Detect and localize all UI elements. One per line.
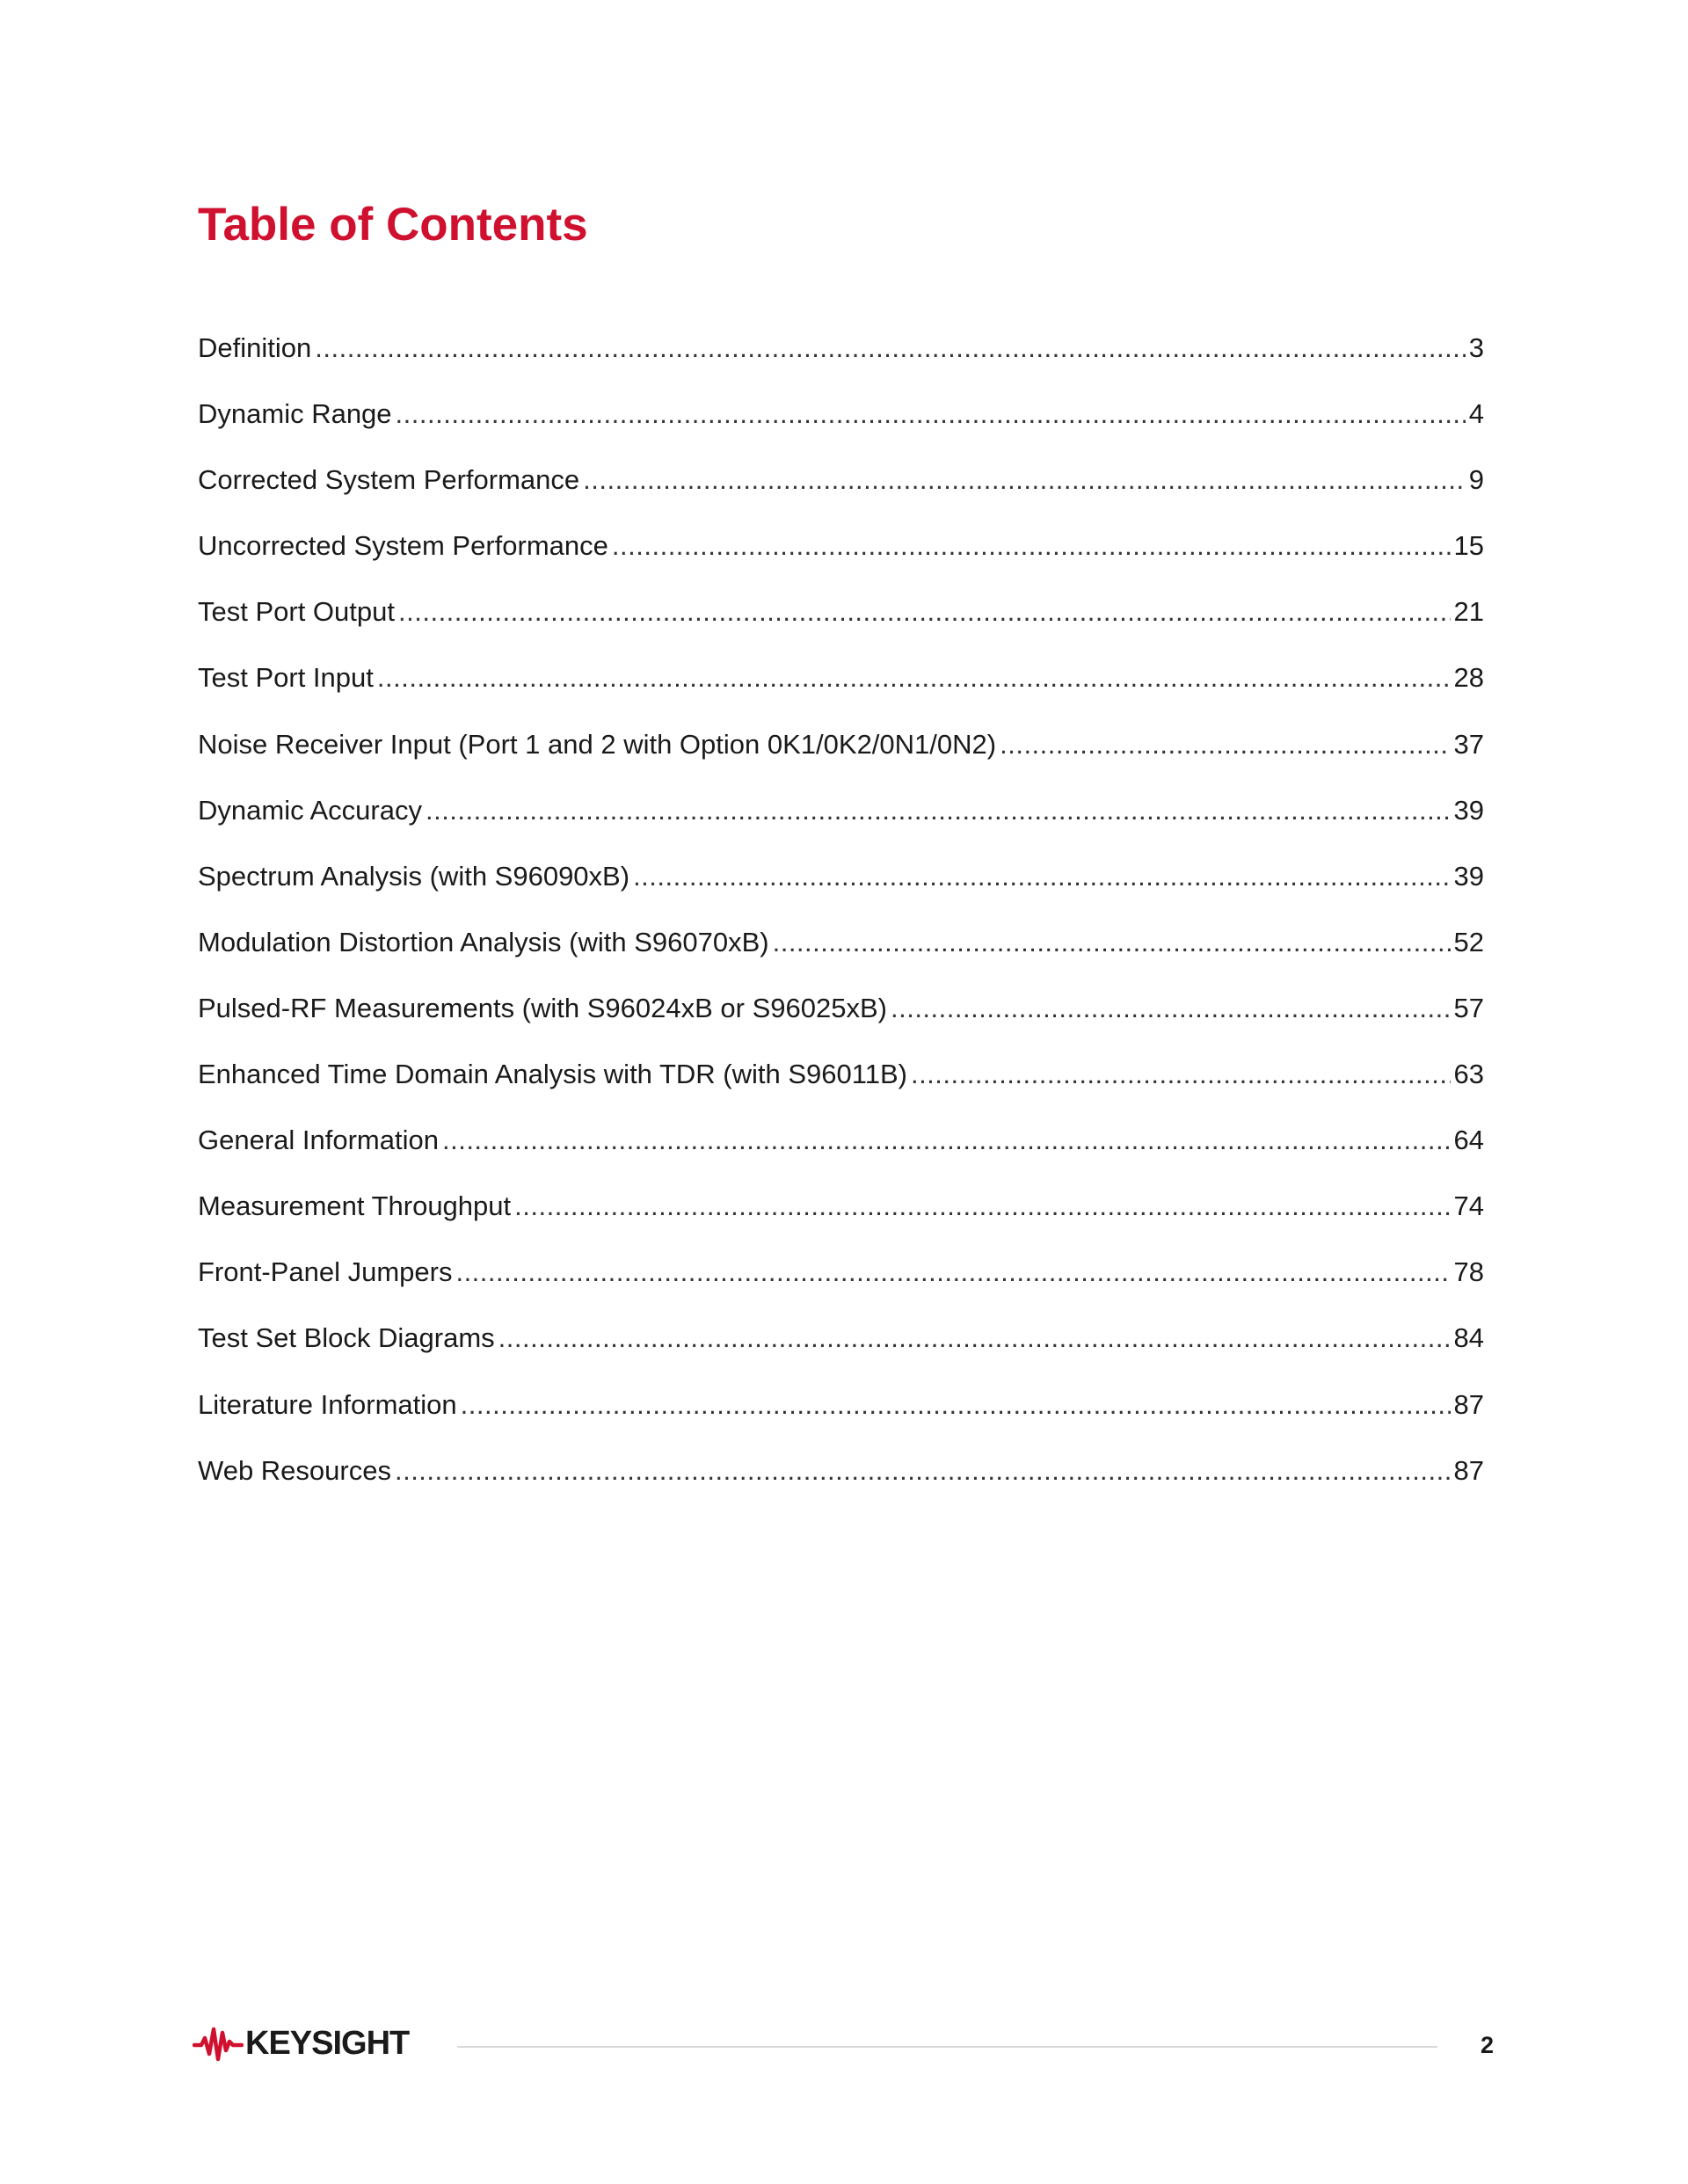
table-of-contents <box>198 331 1484 1519</box>
toc-entry-dynamic-accuracy[interactable] <box>198 793 1484 859</box>
toc-entry-corrected-system-performance[interactable] <box>198 462 1484 528</box>
toc-entry-page: 87 <box>1453 1454 1484 1486</box>
toc-entry-label: Corrected System Performance <box>198 464 580 496</box>
toc-entry-label: Test Port Output <box>198 596 395 628</box>
toc-dot-leader <box>773 925 1451 960</box>
toc-dot-leader <box>426 793 1451 828</box>
toc-dot-leader <box>461 1387 1451 1423</box>
toc-entry-page: 78 <box>1453 1256 1484 1288</box>
toc-entry-label: Literature Information <box>198 1388 457 1420</box>
toc-dot-leader <box>396 397 1466 432</box>
toc-entry-page: 63 <box>1453 1059 1484 1090</box>
toc-entry-page: 84 <box>1453 1322 1484 1354</box>
toc-entry-label: Noise Receiver Input (Port 1 and 2 with Option 0K1/0K2/0N1/0N2) <box>198 728 997 760</box>
toc-dot-leader <box>395 1453 1451 1489</box>
toc-entry-label: Test Port Input <box>198 662 374 694</box>
toc-entry-label: Definition <box>198 332 312 363</box>
toc-entry-label: Modulation Distortion Analysis (with S96070xB) <box>198 926 769 957</box>
toc-entry-pulsed-rf-measurements[interactable] <box>198 991 1484 1057</box>
toc-dot-leader <box>911 1057 1451 1092</box>
toc-dot-leader <box>514 1189 1450 1224</box>
keysight-waveform-icon <box>193 2024 244 2063</box>
toc-entry-page: 28 <box>1453 662 1484 694</box>
toc-entry-label: Dynamic Accuracy <box>198 794 422 826</box>
toc-entry-front-panel-jumpers[interactable] <box>198 1255 1484 1321</box>
toc-entry-page: 74 <box>1453 1190 1484 1222</box>
toc-entry-page: 57 <box>1453 992 1484 1023</box>
toc-entry-enhanced-time-domain-analysis[interactable] <box>198 1057 1484 1123</box>
toc-entry-label: Dynamic Range <box>198 398 392 430</box>
toc-entry-label: Test Set Block Diagrams <box>198 1322 495 1354</box>
toc-entry-label: Spectrum Analysis (with S96090xB) <box>198 860 630 892</box>
page-number: 2 <box>1481 2032 1495 2058</box>
toc-dot-leader <box>498 1321 1451 1356</box>
toc-dot-leader <box>891 991 1451 1026</box>
toc-dot-leader <box>612 528 1451 564</box>
toc-entry-test-set-block-diagrams[interactable] <box>198 1321 1484 1387</box>
toc-entry-page: 9 <box>1468 464 1484 496</box>
toc-entry-noise-receiver-input[interactable] <box>198 727 1484 793</box>
toc-entry-page: 37 <box>1453 728 1484 760</box>
toc-entry-spectrum-analysis[interactable] <box>198 859 1484 925</box>
toc-dot-leader <box>377 660 1451 695</box>
toc-dot-leader <box>583 462 1466 498</box>
toc-dot-leader <box>315 331 1466 366</box>
toc-entry-literature-information[interactable] <box>198 1387 1484 1453</box>
toc-entry-page: 39 <box>1453 860 1484 892</box>
logo-text: KEYSIGHT <box>245 2024 410 2062</box>
toc-entry-label: Measurement Throughput <box>198 1190 512 1222</box>
toc-entry-modulation-distortion-analysis[interactable] <box>198 925 1484 991</box>
toc-entry-page: 3 <box>1468 332 1484 363</box>
toc-entry-general-information[interactable] <box>198 1123 1484 1189</box>
toc-entry-label: Uncorrected System Performance <box>198 530 608 562</box>
toc-dot-leader <box>455 1255 1450 1290</box>
toc-entry-web-resources[interactable] <box>198 1453 1484 1519</box>
toc-entry-measurement-throughput[interactable] <box>198 1189 1484 1255</box>
toc-entry-label: Pulsed-RF Measurements (with S96024xB or S96025xB) <box>198 992 887 1023</box>
toc-dot-leader <box>1000 727 1450 762</box>
toc-entry-test-port-input[interactable] <box>198 660 1484 726</box>
toc-entry-definition[interactable] <box>198 331 1484 397</box>
toc-entry-test-port-output[interactable] <box>198 594 1484 660</box>
toc-entry-page: 39 <box>1453 794 1484 826</box>
toc-dot-leader <box>633 859 1450 894</box>
toc-entry-dynamic-range[interactable] <box>198 397 1484 462</box>
toc-entry-page: 15 <box>1453 530 1484 562</box>
toc-entry-page: 64 <box>1453 1125 1484 1156</box>
toc-entry-uncorrected-system-performance[interactable] <box>198 528 1484 594</box>
toc-entry-label: Front-Panel Jumpers <box>198 1256 453 1288</box>
toc-dot-leader <box>398 594 1451 630</box>
toc-entry-label: Enhanced Time Domain Analysis with TDR (with S96011B) <box>198 1059 907 1090</box>
toc-entry-page: 21 <box>1453 596 1484 628</box>
toc-entry-page: 4 <box>1468 398 1484 430</box>
toc-entry-label: General Information <box>198 1125 439 1156</box>
keysight-logo <box>193 2020 409 2066</box>
toc-entry-label: Web Resources <box>198 1454 391 1486</box>
toc-entry-page: 87 <box>1453 1388 1484 1420</box>
toc-entry-page: 52 <box>1453 926 1484 957</box>
page-title: Table of Contents <box>198 199 588 251</box>
toc-dot-leader <box>442 1123 1451 1158</box>
footer-divider <box>457 2046 1437 2048</box>
